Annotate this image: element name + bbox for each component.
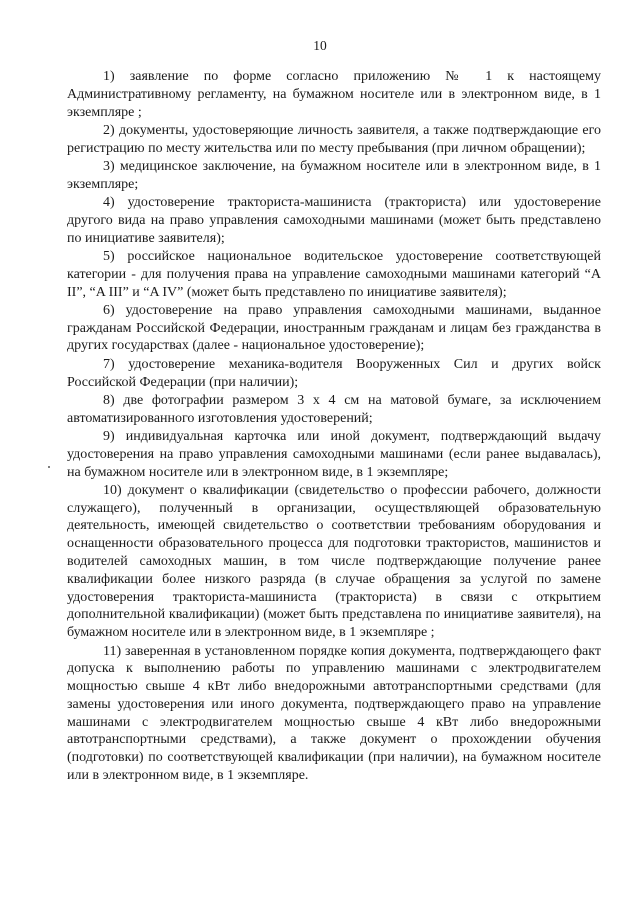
list-item-1: 1) заявление по форме согласно приложению № 1 к настоящему Административному регламенту, на бумажном носителе или в электронном виде, в 1 экземпляре ; [67, 69, 601, 120]
list-item-9: 9) индивидуальная карточка или иной документ, подтверждающий выдачу удостоверения на право управления самоходными машинами (если ранее выдавалась), на бумажном носителе или в электронном виде, в 1 экземпляре; [67, 428, 601, 480]
list-item-3: 3) медицинское заключение, на бумажном носителе или в электронном виде, в 1 экземпляре; [67, 158, 601, 192]
page-number: 10 [313, 38, 327, 53]
list-item-11: 11) заверенная в установленном порядке копия документа, подтверждающего факт допуска к выполнению работы по управлению машинами с электродвигателем мощностью свыше 4 кВт либо внедорожными автотранспортными средствами (для замены удостоверения или иного документа, подтверждающего право на управление машинами с электродвигателем мощностью свыше 4 кВт либо внедорожными автотранспортными средствами), а также документ о прохождении обучения (подготовки) по соответствующей квалификации (при наличии), на бумажном носителе или в электронном виде, в 1 экземпляре. [67, 643, 601, 784]
list-item-7: 7) удостоверение механика-водителя Вооруженных Сил и других войск Российской Федерации (при наличии); [67, 356, 601, 390]
list-item-5: 5) российское национальное водительское удостоверение соответствующей категории - для получения права на управление самоходными машинами категорий “A II”, “A III” и “A IV” (может быть представлено по инициативе заявителя); [67, 248, 601, 300]
list-item-6: 6) удостоверение на право управления самоходными машинами, выданное гражданам Российской Федерации, иностранным гражданам и лицам без гражданства в других государствах (далее - национальное удостоверение); [67, 302, 601, 354]
list-item-8: 8) две фотографии размером 3 х 4 см на матовой бумаге, за исключением автоматизированного изготовления удостоверений; [67, 392, 601, 426]
scan-speck [48, 466, 50, 468]
document-body [67, 68, 601, 785]
list-item-4: 4) удостоверение тракториста-машиниста (тракториста) или удостоверение другого вида на право управления самоходными машинами (может быть представлено по инициативе заявителя); [67, 195, 601, 246]
list-item-2: 2) документы, удостоверяющие личность заявителя, а также подтверждающие его регистрацию по месту жительства или по месту пребывания (при личном обращении); [67, 122, 601, 156]
list-item-10: 10) документ о квалификации (свидетельство о профессии рабочего, должности служащего), полученный в организации, осуществляющей образовательную деятельность, имеющей свидетельство о соответствии требованиям оборудования и оснащенности образовательного процесса для подготовки трактористов, машинистов и водителей самоходных машин, в том числе подтверждающие получение ранее квалификации более низкого разряда (в случае обращения за услугой по замене удостоверения тракториста-машиниста (тракториста) в связи с открытием дополнительной квалификации) (может быть представлена по инициативе заявителя), на бумажном носителе или в электронном виде, в 1 экземпляре ; [67, 482, 601, 641]
